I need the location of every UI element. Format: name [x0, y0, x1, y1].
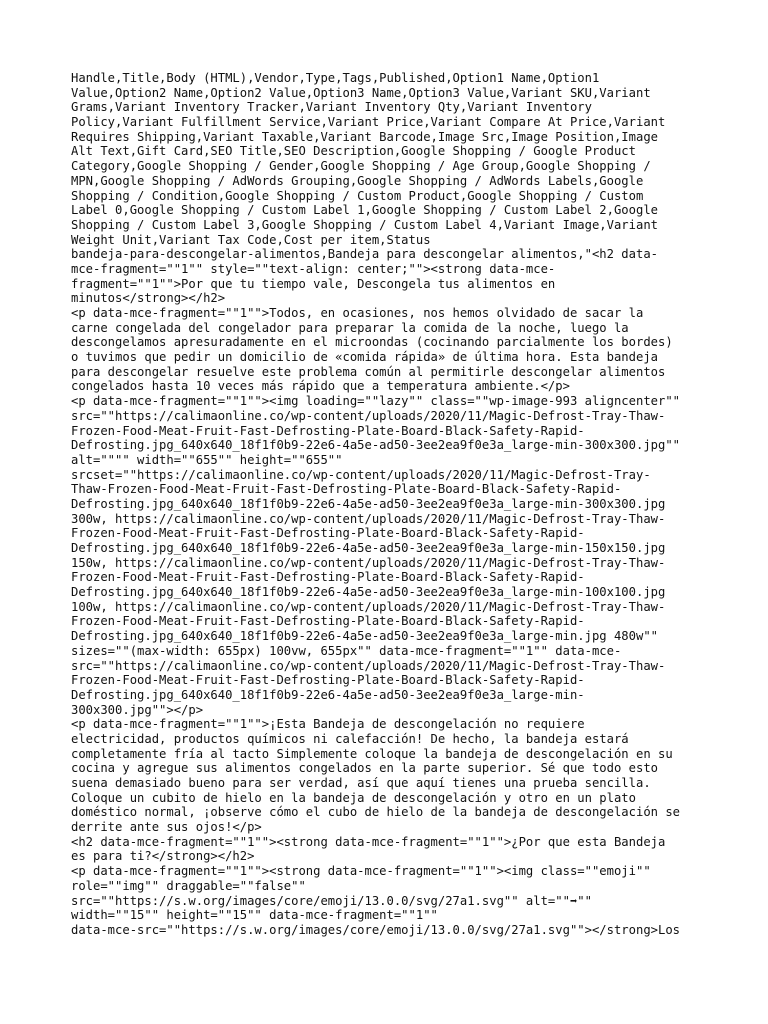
document-line: doméstico normal, ¡observe cómo el cubo de hielo de la bandeja de descongelación se [71, 805, 681, 820]
document-line: <p data-mce-fragment=""1"">Todos, en ocasiones, nos hemos olvidado de sacar la [71, 306, 644, 320]
document-line: Defrosting.jpg_640x640_18f1f0b9-22e6-4a5e-ad50-3ee2ea9f0e3a_large-min-150x150.jpg [71, 541, 666, 555]
document-line: para descongelar resuelve este problema común al permitirle descongelar alimentos [71, 364, 666, 379]
document-line: Defrosting.jpg_640x640_18f1f0b9-22e6-4a5e-ad50-3ee2ea9f0e3a_large-min-100x100.jpg [71, 585, 666, 600]
document-line: congelados hasta 10 veces más rápido que a temperatura ambiente.</p> [71, 379, 570, 394]
document-line: Defrosting.jpg_640x640_18f1f0b9-22e6-4a5e-ad50-3ee2ea9f0e3a_large-min-300x300.jpg [71, 496, 666, 511]
document-line: 300w, https://calimaonline.co/wp-content/uploads/2020/11/Magic-Defrost-Tray-Thaw- [71, 511, 666, 526]
document-line: <h2 data-mce-fragment=""1""><strong data-mce-fragment=""1"">¿Por que esta Bandeja [71, 834, 666, 849]
document-line: Frozen-Food-Meat-Fruit-Fast-Defrosting-Plate-Board-Black-Safety-Rapid- [71, 570, 585, 585]
document-line: derrite ante sus ojos!</p> [71, 820, 262, 835]
document-line: Frozen-Food-Meat-Fruit-Fast-Defrosting-Plate-Board-Black-Safety-Rapid- [71, 526, 585, 541]
document-line: MPN,Google Shopping / AdWords Grouping,Google Shopping / AdWords Labels,Google [71, 173, 644, 188]
document-line: Weight Unit,Variant Tax Code,Cost per item,Status [71, 232, 431, 247]
document-line: descongelamos apresuradamente en el microondas (cocinando parcialmente los bordes) [71, 335, 673, 350]
document-line: completamente fría al tacto Simplemente coloque la bandeja de descongelación en su [71, 746, 673, 761]
document-line: alt="""" width=""655"" height=""655"" [71, 452, 343, 467]
document-line: Defrosting.jpg_640x640_18f1f0b9-22e6-4a5e-ad50-3ee2ea9f0e3a_large-min.jpg 480w"" [71, 629, 658, 644]
document-line: o tuvimos que pedir un domicilio de «comida rápida» de última hora. Esta bandeja [71, 350, 658, 365]
document-line: role=""img"" draggable=""false"" [71, 878, 306, 893]
document-line: suena demasiado bueno para ser verdad, así que aquí tienes una prueba sencilla. [71, 776, 651, 790]
document-line: Grams,Variant Inventory Tracker,Variant Inventory Qty,Variant Inventory [71, 100, 592, 115]
document-line: mce-fragment=""1"" style=""text-align: center;""><strong data-mce- [71, 261, 556, 276]
document-line: minutos</strong></h2> [71, 291, 226, 306]
document-line: src=""https://calimaonline.co/wp-content/uploads/2020/11/Magic-Defrost-Tray-Thaw- [71, 408, 666, 423]
document-line: cocina y agregue sus alimentos congelados en la parte superior. Sé que todo esto [71, 761, 658, 776]
document-line: bandeja-para-descongelar-alimentos,Bandeja para descongelar alimentos,"<h2 data- [71, 247, 658, 262]
document-line: Category,Google Shopping / Gender,Google Shopping / Age Group,Google Shopping / [71, 159, 651, 174]
csv-document-text [71, 71, 711, 938]
document-line: Frozen-Food-Meat-Fruit-Fast-Defrosting-Plate-Board-Black-Safety-Rapid- [71, 673, 585, 688]
document-line: Policy,Variant Fulfillment Service,Variant Price,Variant Compare At Price,Variant [71, 115, 666, 130]
document-line: fragment=""1"">Por que tu tiempo vale, Descongela tus alimentos en [71, 276, 556, 291]
document-line: Handle,Title,Body (HTML),Vendor,Type,Tags,Published,Option1 Name,Option1 [71, 71, 600, 85]
document-line: data-mce-src=""https://s.w.org/images/core/emoji/13.0.0/svg/27a1.svg""></strong>Los [71, 922, 681, 937]
document-line: Shopping / Custom Label 3,Google Shopping / Custom Label 4,Variant Image,Variant [71, 217, 658, 232]
document-line: es para ti?</strong></h2> [71, 849, 255, 864]
document-line: electricidad, productos químicos ni calefacción! De hecho, la bandeja estará [71, 731, 629, 746]
document-line: Value,Option2 Name,Option2 Value,Option3 Name,Option3 Value,Variant SKU,Variant [71, 85, 651, 100]
document-line: Coloque un cubito de hielo en la bandeja de descongelación y otro en un plato [71, 790, 636, 805]
document-line: carne congelada del congelador para preparar la comida de la noche, luego la [71, 320, 629, 335]
document-line: src=""https://s.w.org/images/core/emoji/13.0.0/svg/27a1.svg"" alt=""➡"" [71, 893, 592, 908]
document-line: Defrosting.jpg_640x640_18f1f0b9-22e6-4a5e-ad50-3ee2ea9f0e3a_large-min-300x300.jpg"" [71, 438, 681, 453]
document-line: Alt Text,Gift Card,SEO Title,SEO Description,Google Shopping / Google Product [71, 144, 636, 159]
document-line: Shopping / Condition,Google Shopping / Custom Product,Google Shopping / Custom [71, 188, 644, 203]
document-line: <p data-mce-fragment=""1""><img loading=""lazy"" class=""wp-image-993 aligncenter"" [71, 394, 681, 409]
document-line: 300x300.jpg""></p> [71, 702, 204, 717]
document-line: Frozen-Food-Meat-Fruit-Fast-Defrosting-Plate-Board-Black-Safety-Rapid- [71, 614, 585, 629]
document-line: <p data-mce-fragment=""1""><strong data-mce-fragment=""1""><img class=""emoji"" [71, 864, 651, 879]
document-line: 100w, https://calimaonline.co/wp-content/uploads/2020/11/Magic-Defrost-Tray-Thaw- [71, 599, 666, 614]
document-line: Defrosting.jpg_640x640_18f1f0b9-22e6-4a5e-ad50-3ee2ea9f0e3a_large-min- [71, 687, 585, 702]
document-line: src=""https://calimaonline.co/wp-content/uploads/2020/11/Magic-Defrost-Tray-Thaw- [71, 658, 666, 673]
document-line: 150w, https://calimaonline.co/wp-content/uploads/2020/11/Magic-Defrost-Tray-Thaw- [71, 555, 666, 570]
document-line: width=""15"" height=""15"" data-mce-fragment=""1"" [71, 908, 438, 923]
document-line: Frozen-Food-Meat-Fruit-Fast-Defrosting-Plate-Board-Black-Safety-Rapid- [71, 423, 585, 438]
document-line: srcset=""https://calimaonline.co/wp-content/uploads/2020/11/Magic-Defrost-Tray- [71, 467, 651, 482]
document-line: Thaw-Frozen-Food-Meat-Fruit-Fast-Defrosting-Plate-Board-Black-Safety-Rapid- [71, 482, 622, 497]
document-line: <p data-mce-fragment=""1"">¡Esta Bandeja de descongelación no requiere [71, 717, 585, 732]
document-line: Requires Shipping,Variant Taxable,Variant Barcode,Image Src,Image Position,Image [71, 129, 658, 144]
document-line: Label 0,Google Shopping / Custom Label 1,Google Shopping / Custom Label 2,Google [71, 203, 658, 218]
document-line: sizes=""(max-width: 655px) 100vw, 655px"" data-mce-fragment=""1"" data-mce- [71, 643, 622, 658]
